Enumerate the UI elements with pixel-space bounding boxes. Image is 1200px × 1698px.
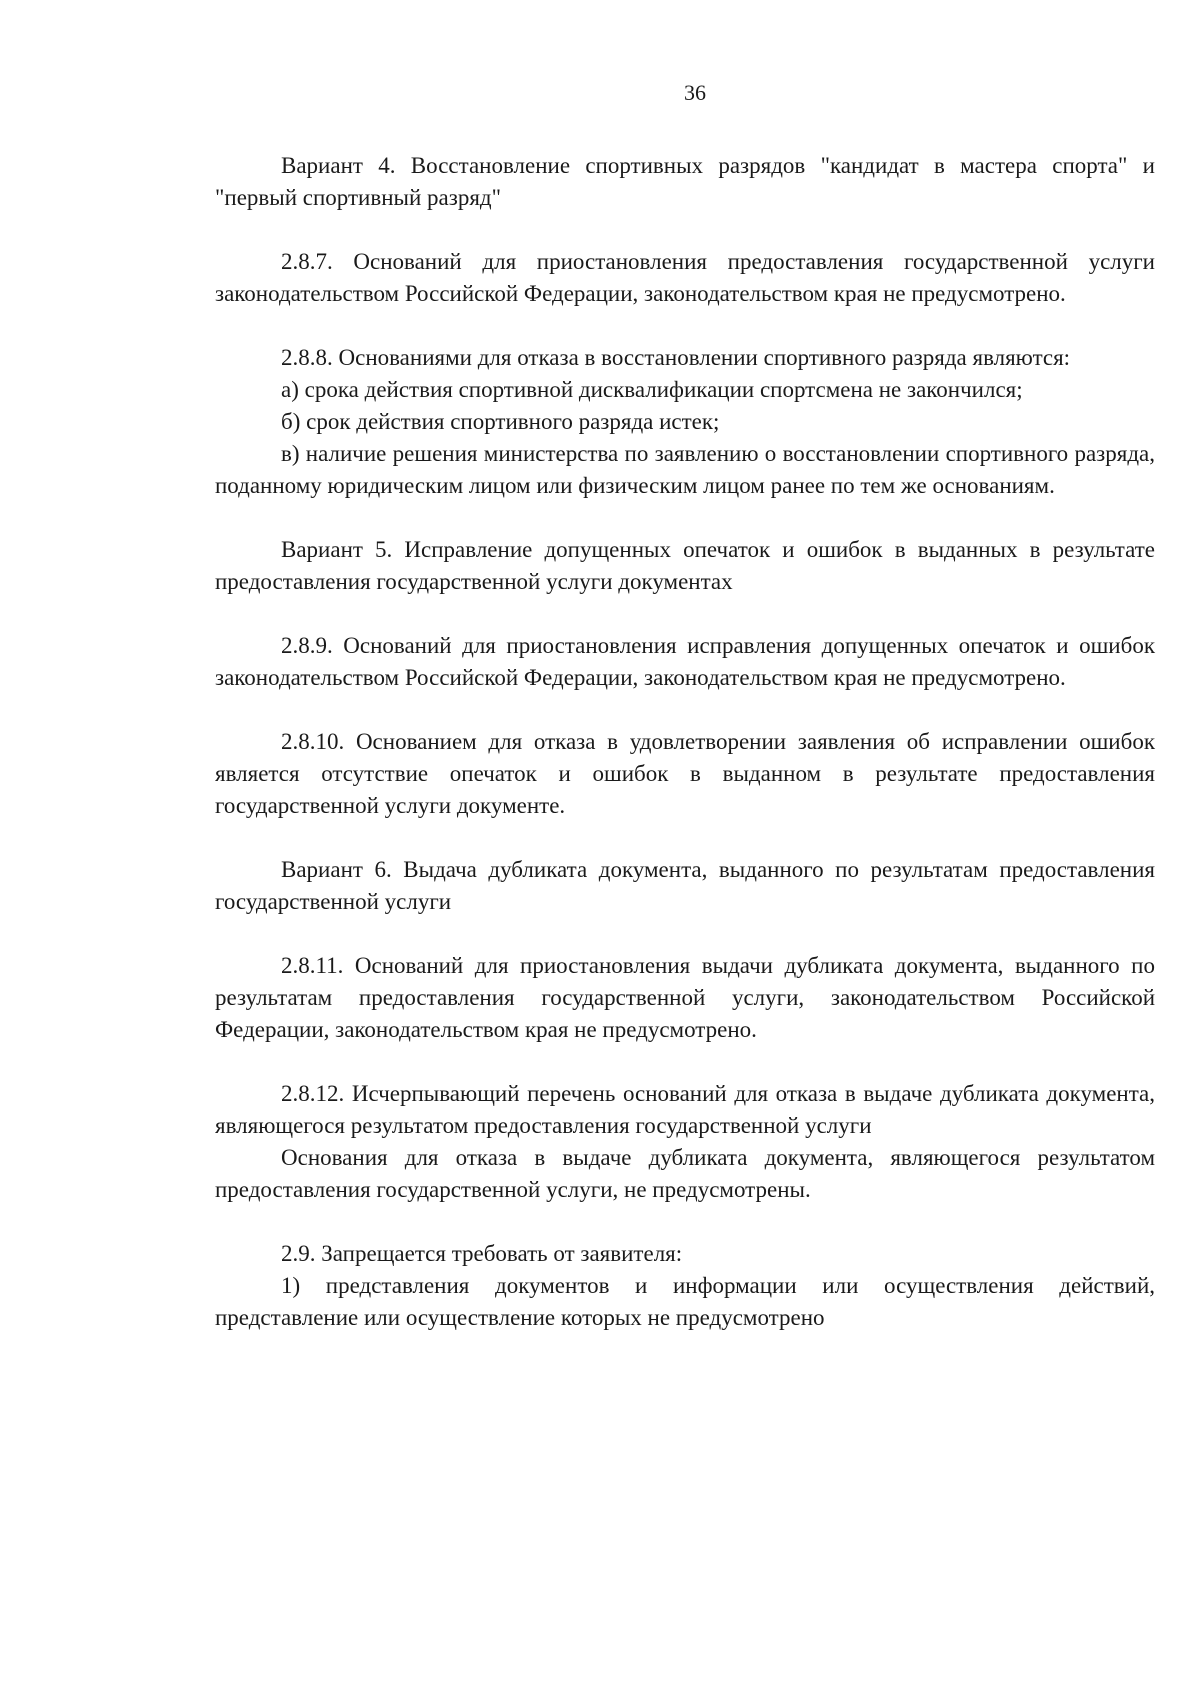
paragraph-2-9: 2.9. Запрещается требовать от заявителя:: [281, 1241, 683, 1266]
paragraph-2-8-10: 2.8.10. Основанием для отказа в удовлетворении заявления об исправлении ошибок является отсутствие опечаток и ошибок в выданном в результате предоставления государственной услуги документе.: [215, 729, 1155, 818]
paragraph-2-8-12: 2.8.12. Исчерпывающий перечень оснований для отказа в выдаче дубликата документа, являющегося результатом предоставления государственной услуги: [215, 1081, 1155, 1138]
document-body: [215, 150, 1155, 1334]
list-item-a: а) срока действия спортивной дисквалификации спортсмена не закончился;: [281, 377, 1023, 402]
page-number: 36: [684, 80, 706, 105]
list-item-1: 1) представления документов и информации или осуществления действий, представление или осуществление которых не предусмотрено: [215, 1273, 1155, 1330]
paragraph-2-8-9: 2.8.9. Оснований для приостановления исправления допущенных опечаток и ошибок законодательством Российской Федерации, законодательством края не предусмотрено.: [215, 633, 1155, 690]
list-item-v: в) наличие решения министерства по заявлению о восстановлении спортивного разряда, поданному юридическим лицом или физическим лицом ранее по тем же основаниям.: [215, 441, 1155, 498]
paragraph-2-8-8: 2.8.8. Основаниями для отказа в восстановлении спортивного разряда являются:: [281, 345, 1071, 370]
paragraph-2-8-12-grounds: Основания для отказа в выдаче дубликата документа, являющегося результатом предоставления государственной услуги, не предусмотрены.: [215, 1145, 1155, 1202]
list-item-b: б) срок действия спортивного разряда истек;: [281, 409, 720, 434]
paragraph-2-8-11: 2.8.11. Оснований для приостановления выдачи дубликата документа, выданного по результатам предоставления государственной услуги, законодательством Российской Федерации, законодательством края не предусмотрено.: [215, 953, 1155, 1042]
paragraph-2-8-7: 2.8.7. Оснований для приостановления предоставления государственной услуги законодательством Российской Федерации, законодательством края не предусмотрено.: [215, 249, 1155, 306]
variant-4-heading: Вариант 4. Восстановление спортивных разрядов "кандидат в мастера спорта" и "первый спортивный разряд": [215, 153, 1155, 210]
variant-5-heading: Вариант 5. Исправление допущенных опечаток и ошибок в выданных в результате предоставления государственной услуги документах: [215, 537, 1155, 594]
variant-6-heading: Вариант 6. Выдача дубликата документа, выданного по результатам предоставления государственной услуги: [215, 857, 1155, 914]
